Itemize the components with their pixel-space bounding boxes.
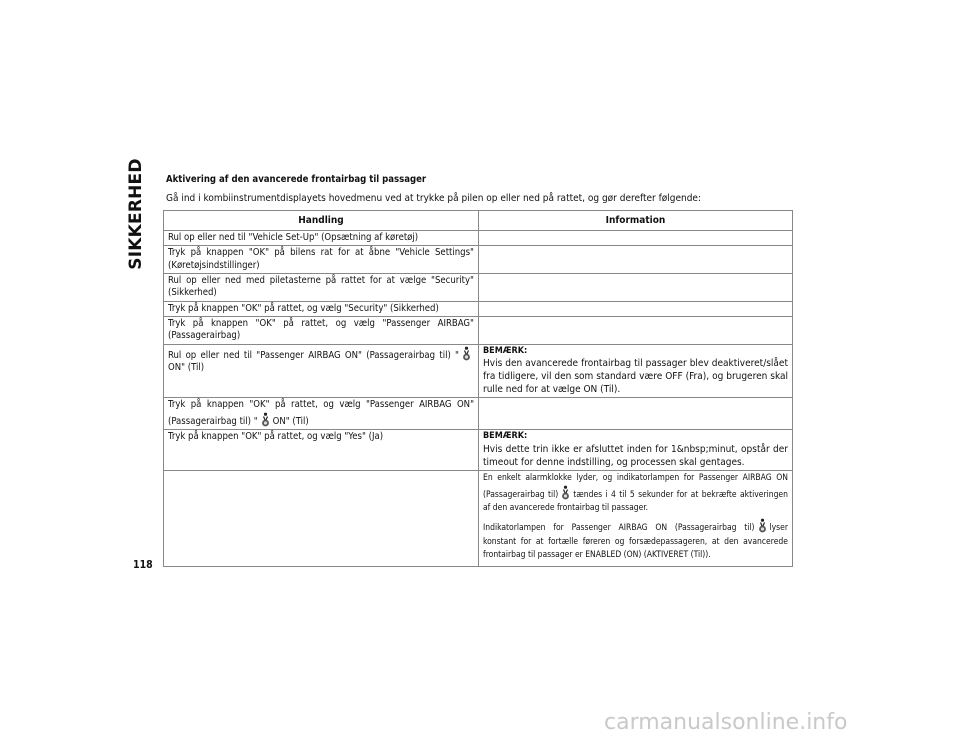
note-body: Hvis den avancerede frontairbag til passager blev deaktiveret/slået fra tidligere, vil den som standard være OFF (Fra), og brugeren skal rulle ned for at vælge ON (Til). bbox=[483, 358, 788, 396]
table-row bbox=[164, 231, 793, 246]
action-text: Tryk på knappen "OK" på rattet, og vælg "Passenger AIRBAG ON" (Passagerairbag til) " bbox=[168, 399, 474, 427]
table-row bbox=[164, 430, 793, 471]
information-cell bbox=[479, 470, 793, 566]
information-cell bbox=[479, 274, 793, 302]
airbag-passenger-icon bbox=[260, 412, 271, 427]
info-text: En enkelt alarmklokke lyder, og indikatorlampen for Passenger AIRBAG ON (Passagerairbag til) bbox=[483, 472, 788, 500]
action-cell bbox=[164, 398, 479, 430]
airbag-passenger-icon bbox=[560, 485, 571, 500]
action-text: ON" (Til) bbox=[168, 362, 205, 374]
airbag-passenger-icon bbox=[757, 518, 768, 533]
note-title: BEMÆRK: bbox=[483, 431, 528, 442]
info-text: Indikatorlampen for Passenger AIRBAG ON (Passagerairbag til) bbox=[483, 523, 755, 534]
header-information: Information bbox=[479, 211, 793, 231]
table-row bbox=[164, 301, 793, 316]
note-title: BEMÆRK: bbox=[483, 345, 528, 356]
info-text: tændes i 4 til 5 sekunder for at bekræfte aktiveringen af den avancerede frontairbag til passager. bbox=[483, 489, 788, 514]
action-cell: Tryk på knappen "OK" på rattet, og vælg "Security" (Sikkerhed) bbox=[164, 301, 479, 316]
information-cell bbox=[479, 398, 793, 430]
table-row bbox=[164, 274, 793, 302]
procedure-table bbox=[163, 210, 793, 567]
information-cell bbox=[479, 317, 793, 345]
information-cell bbox=[479, 246, 793, 274]
header-action: Handling bbox=[164, 211, 479, 231]
table-row bbox=[164, 344, 793, 398]
watermark: carmanualsonline.info bbox=[604, 710, 848, 735]
table-header-row bbox=[164, 211, 793, 231]
information-cell bbox=[479, 231, 793, 246]
action-cell: Tryk på knappen "OK" på rattet, og vælg "Yes" (Ja) bbox=[164, 430, 479, 471]
action-cell bbox=[164, 344, 479, 398]
action-cell bbox=[164, 470, 479, 566]
table-row bbox=[164, 317, 793, 345]
action-text: Rul op eller ned til "Passenger AIRBAG ON" (Passagerairbag til) " bbox=[168, 349, 459, 361]
note-body: Hvis dette trin ikke er afsluttet inden for 1&nbsp;minut, opstår der timeout for denne indstilling, og processen skal gentages. bbox=[483, 443, 788, 468]
info-paragraph bbox=[483, 518, 788, 562]
action-cell: Tryk på knappen "OK" på bilens rat for at åbne "Vehicle Settings" (Køretøjsindstillinger) bbox=[164, 246, 479, 274]
action-text: ON" (Til) bbox=[272, 415, 309, 427]
table-row bbox=[164, 246, 793, 274]
section-heading: Aktivering af den avancerede frontairbag til passager bbox=[166, 174, 427, 185]
information-cell bbox=[479, 344, 793, 398]
action-cell: Tryk på knappen "OK" på rattet, og vælg "Passenger AIRBAG" (Passagerairbag) bbox=[164, 317, 479, 345]
airbag-passenger-icon bbox=[461, 346, 472, 361]
information-cell bbox=[479, 301, 793, 316]
section-side-tab bbox=[118, 158, 154, 270]
info-text: lyser konstant for at fortælle føreren og forsædepassageren, at den avancerede frontairbag til passager er ENABLED (ON) (AKTIVERET (Til)). bbox=[483, 523, 788, 560]
page-number: 118 bbox=[133, 559, 153, 571]
intro-paragraph: Gå ind i kombiinstrumentdisplayets hovedmenu ved at trykke på pilen op eller ned på rattet, og gør derefter følgende: bbox=[166, 193, 701, 204]
action-cell: Rul op eller ned med piletasterne på rattet for at vælge "Security" (Sikkerhed) bbox=[164, 274, 479, 302]
table-row bbox=[164, 398, 793, 430]
information-cell bbox=[479, 430, 793, 471]
table-row bbox=[164, 470, 793, 566]
info-paragraph bbox=[483, 472, 788, 516]
action-cell: Rul op eller ned til "Vehicle Set-Up" (Opsætning af køretøj) bbox=[164, 231, 479, 246]
section-title: SIKKERHED bbox=[126, 158, 146, 270]
